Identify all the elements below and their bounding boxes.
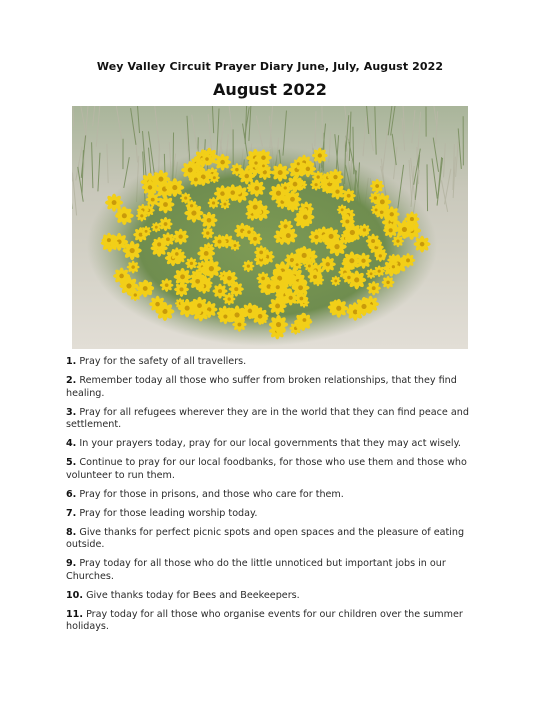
prayer-item-text: Continue to pray for our local foodbanks, for those who use them and those who volunteer to run them. <box>66 457 467 481</box>
prayer-item-number: 8. <box>66 526 77 538</box>
prayer-item-text: In your prayers today, pray for our local governments that they may act wisely. <box>79 438 461 449</box>
prayer-item-text: Give thanks today for Bees and Beekeepers. <box>86 589 300 601</box>
prayer-item-number: 10. <box>66 589 83 601</box>
prayer-list <box>66 356 474 640</box>
month-heading: August 2022 <box>213 80 327 99</box>
prayer-item <box>66 356 474 369</box>
prayer-item <box>66 590 474 603</box>
prayer-item-number: 11. <box>66 608 83 620</box>
diary-header-title: Wey Valley Circuit Prayer Diary June, July, August 2022 <box>96 60 444 73</box>
prayer-item <box>66 407 474 432</box>
prayer-item <box>66 489 474 502</box>
flowers-image <box>72 106 468 349</box>
prayer-item-text: Pray for those in prisons, and those who care for them. <box>79 488 344 500</box>
prayer-item <box>66 508 474 521</box>
prayer-item-number: 9. <box>66 558 77 569</box>
prayer-item <box>66 457 474 482</box>
prayer-item-number: 3. <box>66 406 77 418</box>
prayer-item-text: Pray for the safety of all travellers. <box>79 356 247 367</box>
prayer-item-number: 2. <box>66 375 77 386</box>
prayer-item-number: 5. <box>66 457 77 468</box>
prayer-item-number: 7. <box>66 507 77 519</box>
prayer-item-number: 6. <box>66 488 77 500</box>
prayer-item <box>66 558 474 583</box>
prayer-item-number: 4. <box>66 438 77 449</box>
prayer-item <box>66 527 474 552</box>
prayer-item <box>66 375 474 400</box>
prayer-item-text: Pray today for all those who organise events for our children over the summer holidays. <box>66 608 463 632</box>
prayer-item-text: Give thanks for perfect picnic spots and open spaces and the pleasure of eating outside. <box>66 526 465 550</box>
prayer-item-text: Pray today for all those who do the little unnoticed but important jobs in our Churches. <box>66 558 446 582</box>
prayer-item-text: Pray for all refugees wherever they are in the world that they can find peace and settlement. <box>66 406 469 430</box>
prayer-item-number: 1. <box>66 356 77 367</box>
prayer-item-text: Pray for those leading worship today. <box>79 507 258 519</box>
prayer-item-text: Remember today all those who suffer from broken relationships, that they find healing. <box>66 375 457 399</box>
prayer-item <box>66 438 474 451</box>
prayer-item <box>66 609 474 634</box>
yellow-flowers-photo <box>72 106 468 349</box>
